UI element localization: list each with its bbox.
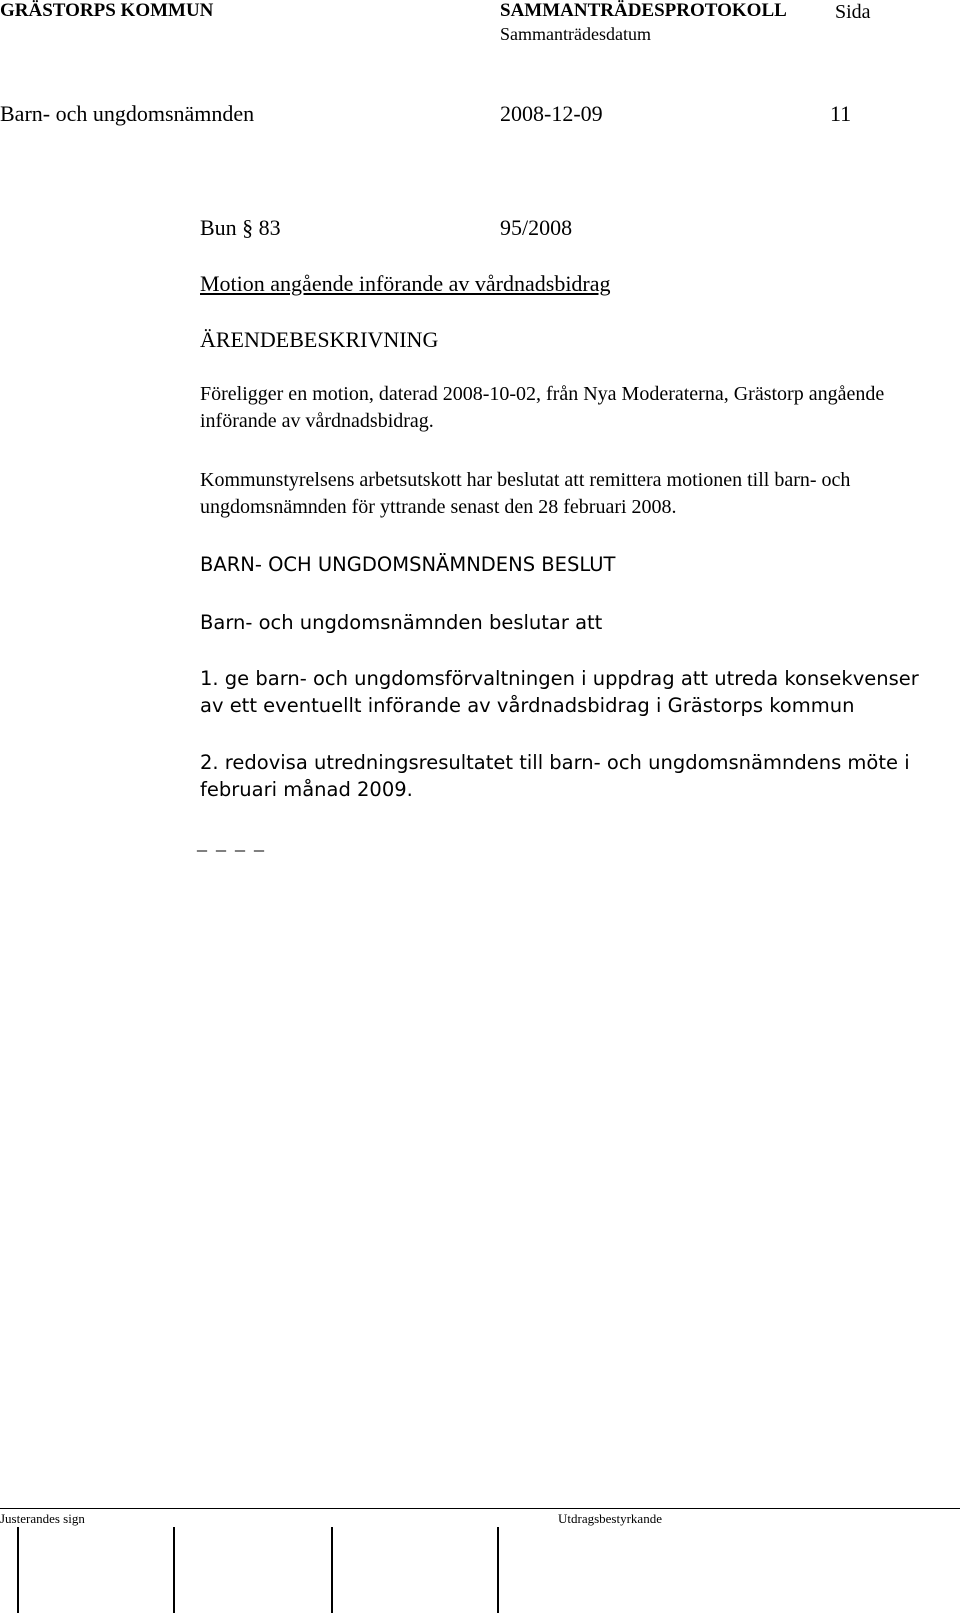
footer-rule [0, 1508, 960, 1509]
decision-item-1: 1. ge barn- och ungdomsförvaltningen i uppdrag att utreda konsekvenser av ett eventuellt införande av vårdnadsbidrag i Grästorps kommun [200, 667, 919, 717]
decision-intro: Barn- och ungdomsnämnden beslutar att [200, 611, 603, 634]
signature-box-divider [17, 1527, 19, 1613]
end-mark: _ _ _ _ [197, 832, 266, 854]
case-title: Motion angående införande av vårdnadsbidrag [200, 271, 611, 296]
meeting-date-label: Sammanträdesdatum [500, 24, 651, 44]
description-paragraph-2: Kommunstyrelsens arbetsutskott har beslutat att remittera motionen till barn- och ungdomsnämnden för yttrande senast den 28 februari 2008. [200, 469, 851, 518]
paragraph-number: Bun § 83 [200, 215, 281, 240]
decision-item-2: 2. redovisa utredningsresultatet till barn- och ungdomsnämndens möte i februari månad 2009. [200, 751, 910, 801]
signature-box-divider [331, 1527, 333, 1613]
document-type: SAMMANTRÄDESPROTOKOLL [500, 0, 787, 21]
description-paragraph-1: Föreligger en motion, daterad 2008-10-02, från Nya Moderaterna, Grästorp angående införande av vårdnadsbidrag. [200, 383, 885, 432]
committee-name: Barn- och ungdomsnämnden [0, 101, 255, 126]
case-number: 95/2008 [500, 215, 573, 240]
signature-box-divider [173, 1527, 175, 1613]
decision-heading: BARN- OCH UNGDOMSNÄMNDENS BESLUT [200, 553, 616, 576]
meeting-date: 2008-12-09 [500, 101, 603, 126]
signature-label: Justerandes sign [0, 1511, 85, 1526]
description-heading: ÄRENDEBESKRIVNING [200, 327, 439, 352]
municipality-name: GRÄSTORPS KOMMUN [0, 0, 214, 21]
page-number: 11 [830, 101, 852, 126]
page-label: Sida [835, 1, 871, 23]
extract-certification-label: Utdragsbestyrkande [558, 1511, 662, 1526]
signature-box-divider [497, 1527, 499, 1613]
